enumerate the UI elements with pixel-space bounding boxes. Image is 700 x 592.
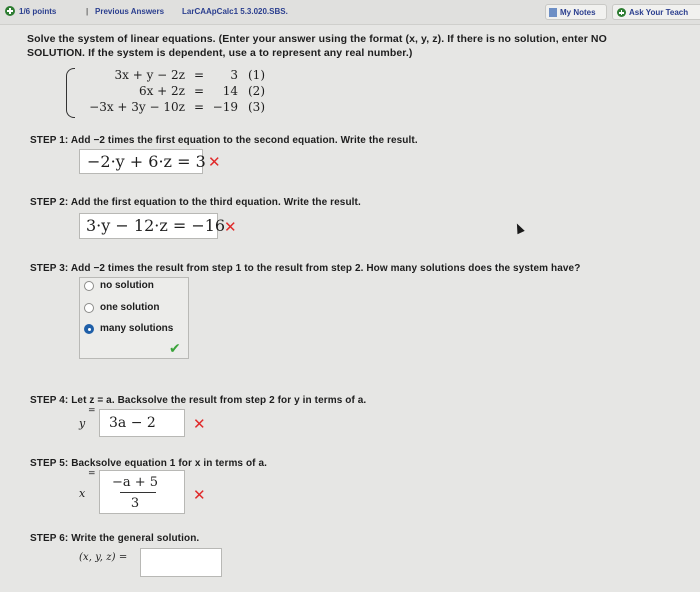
step5-answer-field[interactable] [99,470,185,514]
correct-check-icon: ✔ [169,341,181,357]
expand-plus-icon[interactable] [5,6,15,16]
fraction-denominator: 3 [130,496,140,511]
step1-answer-field[interactable]: −2·y + 6·z = 3 [79,149,203,174]
step6-instructions: Write the general solution. [71,533,200,544]
question-text-line1: Solve the system of linear equations. (Enter your answer using the format (x, y, z). If there is no solution, enter NO [27,33,607,45]
ask-teacher-button[interactable] [612,4,700,20]
incorrect-x-icon: ✕ [193,415,206,433]
step4-heading [30,395,366,406]
header-separator: | [86,7,89,16]
mouse-pointer-icon [513,222,524,234]
equation-2-equals: = [194,84,205,98]
radio-many-solutions[interactable] [84,324,94,334]
equation-2-tag: (2) [248,84,265,98]
option-no-solution[interactable]: no solution [100,280,154,291]
step3-instructions: Add −2 times the result from step 1 to the result from step 2. How many solutions does the system have? [70,263,581,274]
step2-instructions: Add the first equation to the third equation. Write the result. [70,197,361,208]
my-notes-button[interactable] [545,4,607,20]
equation-1-equals: = [194,68,205,82]
equation-3-lhs: −3x + 3y − 10z [89,100,185,114]
step6-heading [30,533,199,544]
equation-2-rhs: 14 [222,84,238,98]
radio-one-solution[interactable] [84,303,94,313]
equation-1-lhs: 3x + y − 2z [114,68,185,82]
step5-equals-sign: = [88,469,96,479]
question-text-line2: SOLUTION. If the system is dependent, use a to represent any real number.) [27,47,413,59]
radio-no-solution[interactable] [84,281,94,291]
ask-plus-icon [617,8,626,17]
option-one-solution[interactable]: one solution [100,302,160,313]
step3-label: STEP 3: [30,263,69,274]
step1-heading [30,135,418,146]
step6-tuple-label: (x, y, z) = [79,552,128,563]
step1-label: STEP 1: [30,135,69,146]
step6-label: STEP 6: [30,533,69,544]
step4-variable-y: y [79,417,86,430]
problem-code: LarCAApCalc1 5.3.020.SBS. [182,7,288,16]
ask-teacher-label: Ask Your Teach [629,8,689,17]
step4-equals-sign: = [88,406,96,416]
equation-2-lhs: 6x + 2z [138,84,185,98]
option-many-solutions[interactable]: many solutions [100,323,174,334]
step4-instructions: Let z = a. Backsolve the result from step 2 for y in terms of a. [71,395,367,406]
equation-3-tag: (3) [248,100,265,114]
step2-heading [30,197,361,208]
step2-answer-field[interactable]: 3·y − 12·z = −16 [79,213,218,239]
points-score: 1/6 points [19,7,57,16]
incorrect-x-icon: ✕ [193,486,206,504]
step4-label: STEP 4: [30,395,69,406]
my-notes-label: My Notes [560,8,596,17]
step4-answer-field[interactable]: 3a − 2 [99,409,185,437]
step3-choice-group [79,277,189,359]
equation-3-equals: = [194,100,205,114]
step3-heading [30,263,580,274]
incorrect-x-icon: ✕ [208,153,221,171]
step5-heading [30,458,267,469]
step1-instructions: Add −2 times the first equation to the second equation. Write the result. [70,135,418,146]
fraction-bar [120,492,156,493]
step6-answer-field[interactable] [140,548,222,577]
equation-3-rhs: −19 [212,100,238,114]
step2-label: STEP 2: [30,197,69,208]
step5-label: STEP 5: [30,458,69,469]
note-icon [549,8,557,17]
system-brace [66,68,75,118]
fraction-numerator: −a + 5 [111,475,159,490]
equation-1-rhs: 3 [230,68,238,82]
previous-answers-link[interactable]: Previous Answers [95,7,165,16]
step5-instructions: Backsolve equation 1 for x in terms of a. [71,458,268,469]
step5-variable-x: x [79,487,86,500]
incorrect-x-icon: ✕ [224,218,237,236]
problem-header-bar [0,0,700,25]
equation-1-tag: (1) [248,68,265,82]
